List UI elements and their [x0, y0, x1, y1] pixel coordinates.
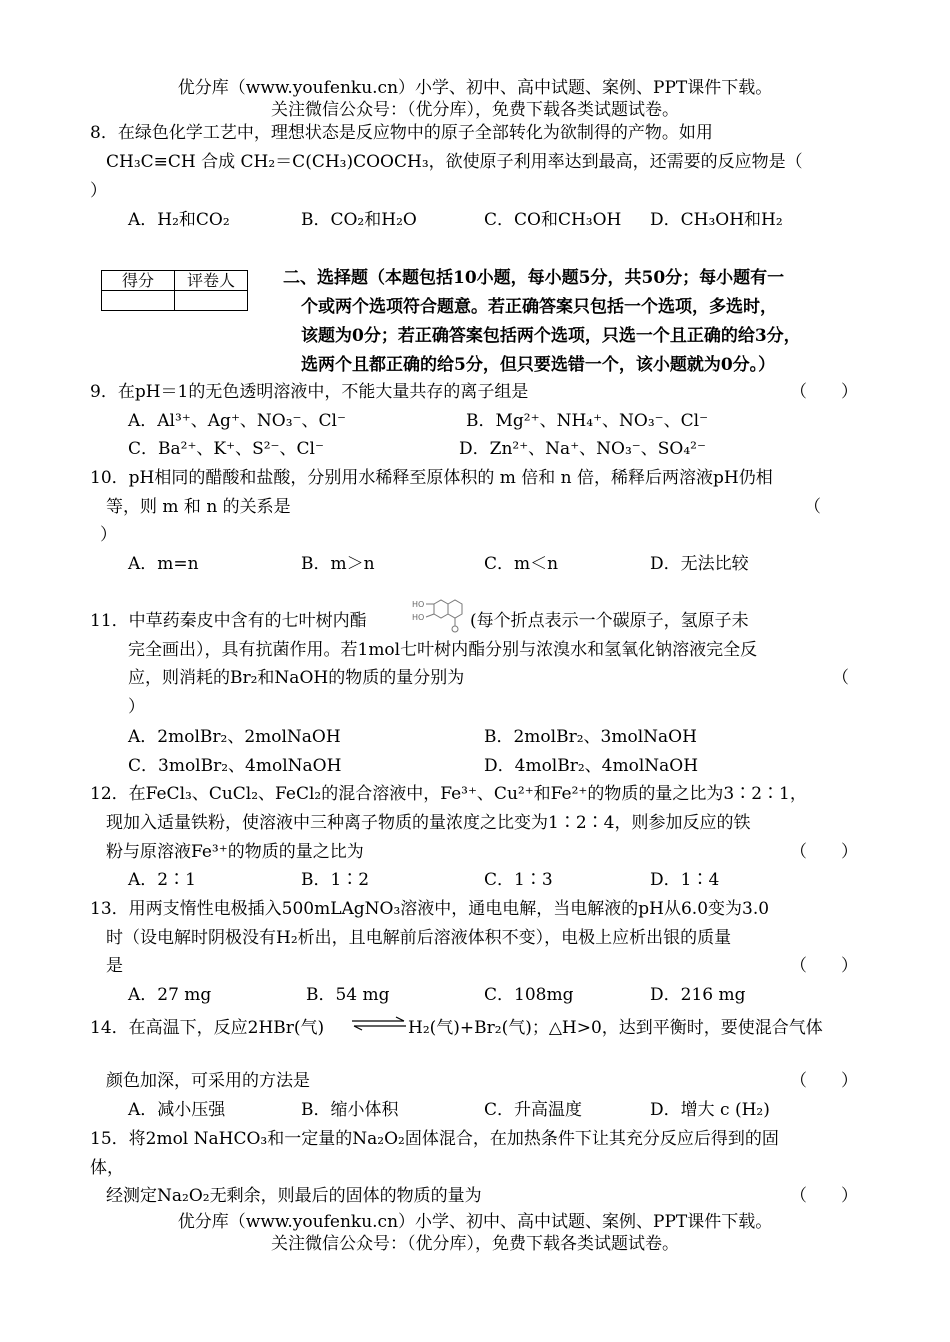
q11-option-c: C．3molBr₂、4molNaOH — [128, 756, 342, 776]
q8-option-d: D．CH₃OH和H₂ — [650, 210, 783, 230]
q11-stem-line-1a: 11．中草药秦皮中含有的七叶树内酯 — [90, 611, 367, 631]
q13-option-a: A．27 mg — [128, 985, 212, 1005]
q11-option-b: B．2molBr₂、3molNaOH — [484, 727, 697, 747]
q14-answer-paren: （ ） — [790, 1071, 858, 1091]
mol-label-ho-1: HO — [412, 600, 425, 609]
q13-stem-line-3: 是 — [106, 956, 123, 976]
esculetin-structure-image — [410, 590, 470, 636]
q9-option-b: B．Mg²⁺、NH₄⁺、NO₃⁻、Cl⁻ — [466, 411, 709, 431]
q10-stem-line-2: 等，则 m 和 n 的关系是 — [106, 497, 291, 517]
score-header: 得分 — [102, 271, 175, 291]
q12-stem-line-2: 现加入适量铁粉，使溶液中三种离子物质的量浓度之比变为1∶2∶4，则参加反应的铁 — [106, 813, 751, 833]
q13-stem-line-2: 时（设电解时阴极没有H₂析出，且电解前后溶液体积不变），电极上应析出银的质量 — [106, 928, 732, 948]
q10-paren-open: （ — [804, 497, 821, 517]
header-line-2: 关注微信公众号：（优分库），免费下载各类试题试卷。 — [271, 100, 679, 120]
q15-stem-line-1: 15．将2mol NaHCO₃和一定量的Na₂O₂固体混合，在加热条件下让其充分反应后得到的固 — [90, 1129, 779, 1149]
q12-option-d: D．1∶4 — [650, 870, 720, 890]
q10-stem-line-1: 10．pH相同的醋酸和盐酸，分别用水稀释至原体积的 m 倍和 n 倍，稀释后两溶液pH仍相 — [90, 468, 773, 488]
q12-stem-line-3: 粉与原溶液Fe³⁺的物质的量之比为 — [106, 842, 364, 862]
q9-option-c: C．Ba²⁺、K⁺、S²⁻、Cl⁻ — [128, 439, 324, 459]
q8-option-c: C．CO和CH₃OH — [484, 210, 622, 230]
q13-option-b: B．54 mg — [306, 985, 390, 1005]
q13-stem-line-1: 13．用两支惰性电极插入500mLAgNO₃溶液中，通电电解，当电解液的pH从6.0变为3.0 — [90, 899, 770, 919]
q12-answer-paren: （ ） — [790, 842, 858, 862]
q9-option-a: A．Al³⁺、Ag⁺、NO₃⁻、Cl⁻ — [128, 411, 346, 431]
q8-stem-line-1: 8．在绿色化学工艺中，理想状态是反应物中的原子全部转化为欲制得的产物。如用 — [90, 123, 713, 143]
q14-option-d: D．增大 c (H₂) — [650, 1100, 770, 1120]
grader-cell — [175, 291, 248, 311]
q9-answer-paren: （ ） — [790, 382, 858, 402]
q11-stem-line-1b: (每个折点表示一个碳原子，氢原子未 — [470, 611, 749, 631]
section-2-line-3: 该题为0分；若正确答案包括两个选项，只选一个且正确的给3分， — [301, 326, 801, 346]
grader-header: 评卷人 — [175, 271, 248, 291]
q11-stem-line-2: 完全画出），具有抗菌作用。若1mol七叶树内酯分别与浓溴水和氢氧化钠溶液完全反 — [128, 640, 758, 660]
footer-line-1: 优分库（www.youfenku.cn）小学、初中、高中试题、案例、PPT课件下载。 — [177, 1212, 773, 1232]
q12-option-b: B．1∶2 — [301, 870, 370, 890]
section-2-line-2: 个或两个选项符合题意。若正确答案只包括一个选项，多选时， — [301, 297, 777, 317]
section-2-line-4: 选两个且都正确的给5分，但只要选错一个，该小题就为0分。） — [301, 355, 776, 375]
q11-option-d: D．4molBr₂、4molNaOH — [484, 756, 699, 776]
score-cell — [102, 291, 175, 311]
q10-paren-close: ） — [100, 525, 117, 545]
q14-option-a: A．减小压强 — [128, 1100, 226, 1120]
score-table — [101, 270, 248, 311]
q15-answer-paren: （ ） — [790, 1186, 858, 1206]
q10-option-b: B．m＞n — [301, 554, 375, 574]
q8-option-b: B．CO₂和H₂O — [301, 210, 417, 230]
q11-paren-close: ） — [128, 697, 145, 717]
q11-stem-line-3: 应，则消耗的Br₂和NaOH的物质的量分别为 — [128, 668, 465, 688]
q13-option-d: D．216 mg — [650, 985, 746, 1005]
q8-stem-line-2: CH₃C≡CH 合成 CH₂＝C(CH₃)COOCH₃，欲使原子利用率达到最高，还需要的反应物是（ — [106, 152, 803, 172]
q14-stem-line-1b: H₂(气)+Br₂(气)；△H>0，达到平衡时，要使混合气体 — [408, 1018, 823, 1038]
q9-stem: 9．在pH＝1的无色透明溶液中，不能大量共存的离子组是 — [90, 382, 529, 402]
q12-stem-line-1: 12．在FeCl₃、CuCl₂、FeCl₂的混合溶液中，Fe³⁺、Cu²⁺和Fe²⁺的物质的量之比为3∶2∶1， — [90, 784, 807, 804]
q8-stem-line-3: ） — [90, 181, 107, 201]
footer-line-2: 关注微信公众号：（优分库），免费下载各类试题试卷。 — [271, 1234, 679, 1254]
q14-option-b: B．缩小体积 — [301, 1100, 399, 1120]
q10-option-c: C．m＜n — [484, 554, 559, 574]
q15-stem-line-2: 经测定Na₂O₂无剩余，则最后的固体的物质的量为 — [106, 1186, 482, 1206]
q10-option-d: D．无法比较 — [650, 554, 749, 574]
q14-stem-line-2: 颜色加深，可采用的方法是 — [106, 1071, 310, 1091]
q9-option-d: D．Zn²⁺、Na⁺、NO₃⁻、SO₄²⁻ — [459, 439, 706, 459]
q8-option-a: A．H₂和CO₂ — [128, 210, 230, 230]
q10-option-a: A．m=n — [128, 554, 199, 574]
mol-label-ho-2: HO — [412, 613, 425, 622]
q13-answer-paren: （ ） — [790, 956, 858, 976]
q14-stem-line-1a: 14．在高温下，反应2HBr(气) — [90, 1018, 325, 1038]
section-2-line-1: 二、选择题（本题包括10小题，每小题5分，共50分；每小题有一 — [283, 268, 785, 288]
q11-paren-open: （ — [832, 668, 849, 688]
q14-option-c: C．升高温度 — [484, 1100, 583, 1120]
q13-option-c: C．108mg — [484, 985, 574, 1005]
q12-option-c: C．1∶3 — [484, 870, 553, 890]
q11-option-a: A．2molBr₂、2molNaOH — [128, 727, 341, 747]
q15-stem-line-1b: 体， — [90, 1158, 124, 1178]
section-2-instructions — [283, 264, 883, 380]
header-line-1: 优分库（www.youfenku.cn）小学、初中、高中试题、案例、PPT课件下载。 — [177, 78, 773, 98]
q12-option-a: A．2∶1 — [128, 870, 196, 890]
equilibrium-arrow-icon — [350, 1015, 408, 1033]
